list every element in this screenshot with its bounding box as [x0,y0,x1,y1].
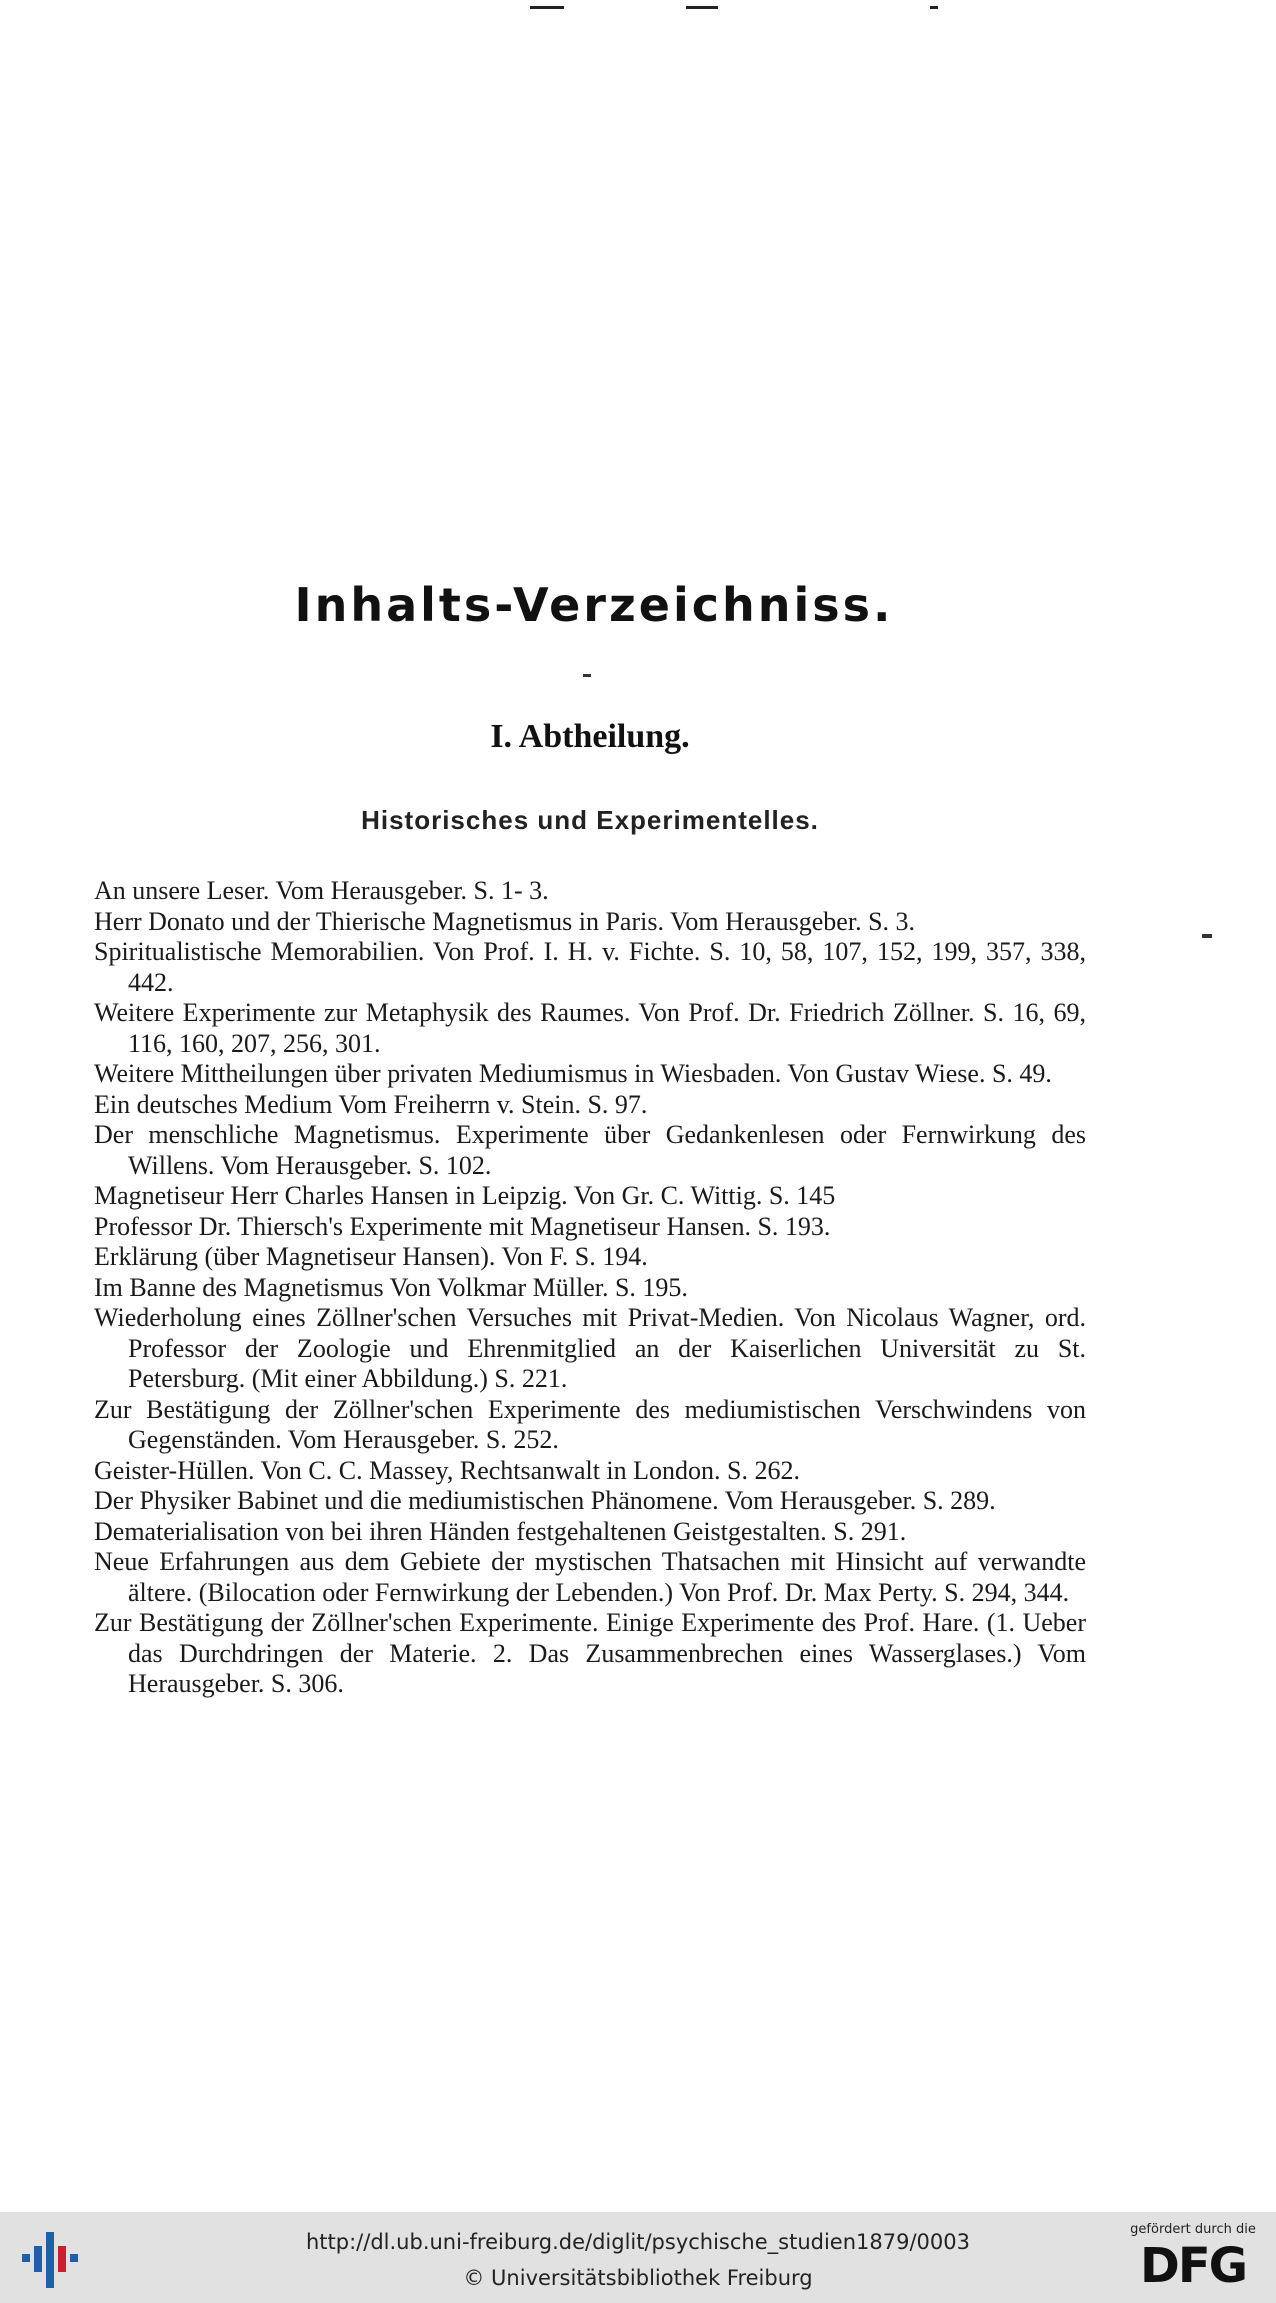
dfg-logo: DFG [1139,2238,1247,2294]
toc-entry: Der Physiker Babinet und die mediumistischen Phänomene. Vom Herausgeber. S. 289. [94,1486,996,1515]
toc-entry: Weitere Mittheilungen über privaten Mediumismus in Wiesbaden. Von Gustav Wiese. S. 49. [94,1059,1052,1088]
toc-entry: Zur Bestätigung der Zöllner'schen Experimente des mediumistischen Verschwindens von Gegenständen. Vom Herausgeber. S. 252. [94,1394,1086,1454]
toc-entry: Neue Erfahrungen aus dem Gebiete der mystischen Thatsachen mit Hinsicht auf verwandte ältere. (Bilocation oder Fernwirkung der Lebenden.) Von Prof. Dr. Max Perty. S. 294, 344. [94,1547,1086,1607]
funding-note: gefördert durch die [1130,2222,1256,2237]
toc-entry: Dematerialisation von bei ihren Händen festgehaltenen Geistgestalten. S. 291. [94,1516,907,1546]
toc-entry: Herr Donato und der Thierische Magnetismus in Paris. Vom Herausgeber. S. 3. [94,906,916,936]
toc-entry: Weitere Experimente zur Metaphysik des Raumes. Von Prof. Dr. Friedrich Zöllner. S. 16, 69, 116, 160, 207, 256, 301. [94,998,1086,1058]
toc-entry: Zur Bestätigung der Zöllner'schen Experimente. Einige Experimente des Prof. Hare. (1. Ueber das Durchdringen der Materie. 2. Das Zusammenbrechen eines Wasserglases.) Vom Herausgeber. S. 306. [94,1608,1086,1698]
section-heading: I. Abtheilung. [490,718,690,755]
toc-entry: Geister-Hüllen. Von C. C. Massey, Rechtsanwalt in London. S. 262. [94,1455,800,1485]
toc-entry: An unsere Leser. Vom Herausgeber. S. 1- 3. [94,876,549,905]
top-edge-scan-marks [0,0,1276,12]
permalink-url[interactable]: http://dl.ub.uni-freiburg.de/diglit/psychische_studien1879/0003 [306,2230,970,2254]
page-title: Inhalts-Verzeichniss. [294,578,894,632]
ornament-dash [583,674,591,677]
toc-entry: Ein deutsches Medium Vom Freiherrn v. Stein. S. 97. [94,1089,648,1119]
footer-bar [0,2212,1276,2303]
toc-entry: Der menschliche Magnetismus. Experimente über Gedankenlesen oder Fernwirkung des Willens. Vom Herausgeber. S. 102. [94,1120,1086,1180]
table-of-contents [94,876,1086,1700]
margin-mark [1202,934,1212,938]
toc-entry: Wiederholung eines Zöllner'schen Versuches mit Privat-Medien. Von Nicolaus Wagner, ord. Professor der Zoologie und Ehrenmitglied an der Kaiserlichen Universität zu St. Petersburg. (Mit einer Abbildung.) S. 221. [94,1303,1086,1393]
toc-entry: Spiritualistische Memorabilien. Von Prof. I. H. v. Fichte. S. 10, 58, 107, 152, 199, 357, 338, 442. [94,937,1086,997]
copyright-notice: © Universitätsbibliothek Freiburg [463,2266,813,2290]
subsection-heading: Historisches und Experimentelles. [361,805,819,835]
toc-entry: Magnetiseur Herr Charles Hansen in Leipzig. Von Gr. C. Wittig. S. 145 [94,1181,836,1210]
toc-entry: Erklärung (über Magnetiseur Hansen). Von F. S. 194. [94,1242,648,1271]
toc-entry: Im Banne des Magnetismus Von Volkmar Müller. S. 195. [94,1272,688,1302]
toc-entry: Professor Dr. Thiersch's Experimente mit Magnetiseur Hansen. S. 193. [94,1211,831,1241]
